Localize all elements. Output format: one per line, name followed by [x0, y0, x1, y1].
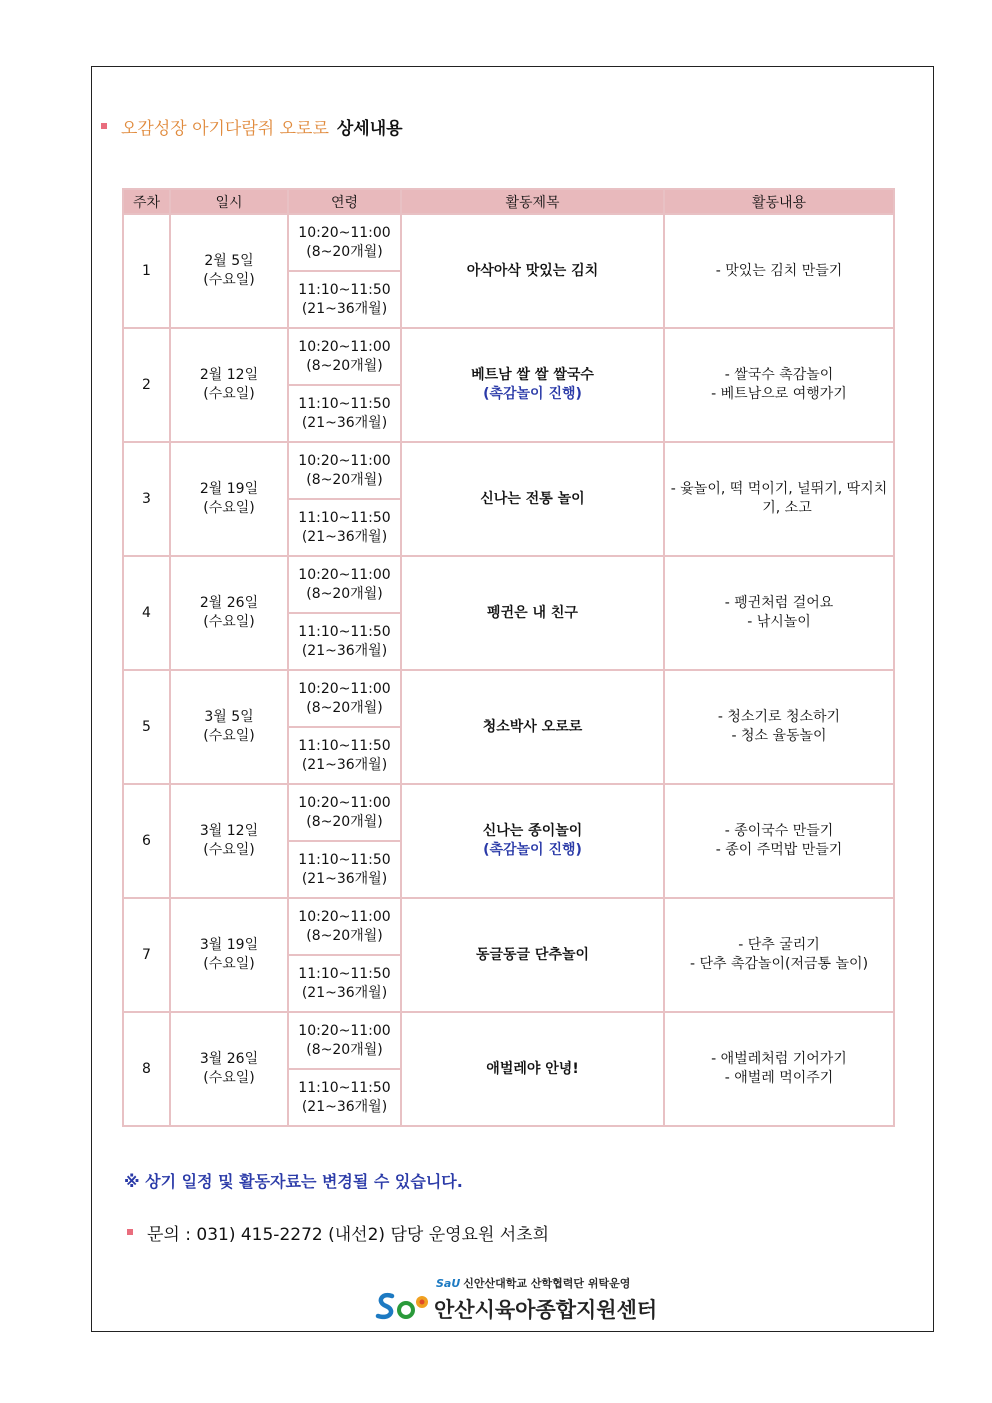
age-cell — [288, 442, 401, 499]
activity-item: - 애벌레 먹이주기 — [724, 1070, 834, 1086]
activity-item: - 애벌레처럼 기어가기 — [711, 1051, 847, 1067]
time-slot-2: 11:10~11:50 — [298, 509, 391, 526]
week-number: 8 — [142, 1060, 151, 1077]
table-row — [123, 898, 894, 955]
section-heading — [101, 113, 403, 139]
header-content: 활동내용 — [664, 189, 894, 214]
activity-item: - 베트남으로 여행가기 — [711, 386, 847, 402]
table-row — [123, 670, 894, 727]
age-cell — [288, 841, 401, 898]
date-text: 3월 12일 — [199, 823, 259, 839]
time-slot-2: 11:10~11:50 — [298, 623, 391, 640]
time-slot-1: 10:20~11:00 — [298, 794, 391, 811]
date-text: 2월 5일 — [204, 253, 254, 269]
time-slot-2: 11:10~11:50 — [298, 281, 391, 298]
activity-item: - 종이국수 만들기 — [724, 823, 834, 839]
table-row — [123, 442, 894, 499]
activity-item: - 낚시놀이 — [747, 614, 811, 630]
date-cell — [170, 670, 288, 784]
logo-center-name: 안산시육아종합지원센터 — [434, 1298, 658, 1322]
week-number: 7 — [142, 946, 151, 963]
activity-title: 아삭아삭 맛있는 김치 — [466, 262, 599, 279]
content-cell — [664, 442, 894, 556]
age-range-1: (8~20개월) — [306, 927, 383, 944]
date-cell — [170, 1012, 288, 1126]
date-text: 3월 19일 — [199, 937, 259, 953]
age-range-1: (8~20개월) — [306, 357, 383, 374]
activity-title: 펭귄은 내 친구 — [487, 604, 578, 621]
time-slot-1: 10:20~11:00 — [298, 224, 391, 241]
date-text: 3월 26일 — [199, 1051, 259, 1067]
bullet-square-icon — [101, 123, 107, 129]
title-cell — [401, 328, 664, 442]
content-cell — [664, 328, 894, 442]
day-text: (수요일) — [203, 500, 255, 516]
center-logo-icon — [374, 1288, 432, 1324]
age-range-1: (8~20개월) — [306, 813, 383, 830]
age-range-1: (8~20개월) — [306, 585, 383, 602]
table-row — [123, 1012, 894, 1069]
age-range-2: (21~36개월) — [301, 528, 388, 545]
week-number: 1 — [142, 262, 151, 279]
center-logo — [374, 1272, 664, 1328]
table-header-row — [123, 189, 894, 214]
week-number: 3 — [142, 490, 151, 507]
activity-title: 청소박사 오로로 — [482, 718, 583, 735]
time-slot-2: 11:10~11:50 — [298, 965, 391, 982]
activity-title: 신나는 전통 놀이 — [480, 490, 585, 507]
content-cell — [664, 898, 894, 1012]
activity-title: 애벌레야 안녕! — [486, 1060, 579, 1077]
date-text: 3월 5일 — [204, 709, 254, 725]
activity-item: - 청소 율동놀이 — [731, 728, 827, 744]
time-slot-1: 10:20~11:00 — [298, 566, 391, 583]
content-cell — [664, 670, 894, 784]
header-week: 주차 — [123, 189, 170, 214]
notice-text: ※ 상기 일정 및 활동자료는 변경될 수 있습니다. — [124, 1172, 463, 1191]
header-title: 활동제목 — [401, 189, 664, 214]
age-cell — [288, 499, 401, 556]
age-cell — [288, 784, 401, 841]
week-number: 6 — [142, 832, 151, 849]
age-range-2: (21~36개월) — [301, 642, 388, 659]
time-slot-1: 10:20~11:00 — [298, 1022, 391, 1039]
time-slot-2: 11:10~11:50 — [298, 1079, 391, 1096]
header-date: 일시 — [170, 189, 288, 214]
age-cell — [288, 898, 401, 955]
time-slot-2: 11:10~11:50 — [298, 737, 391, 754]
week-cell — [123, 898, 170, 1012]
age-range-1: (8~20개월) — [306, 699, 383, 716]
activity-item: - 펭귄처럼 걸어요 — [724, 595, 834, 611]
age-cell — [288, 328, 401, 385]
time-slot-1: 10:20~11:00 — [298, 908, 391, 925]
activity-item: - 단추 굴리기 — [738, 937, 820, 953]
age-range-1: (8~20개월) — [306, 471, 383, 488]
activity-item: - 청소기로 청소하기 — [717, 709, 841, 725]
title-cell — [401, 784, 664, 898]
heading-program-name: 오감성장 아기다람쥐 오로로 — [121, 118, 329, 139]
age-cell — [288, 613, 401, 670]
age-cell — [288, 556, 401, 613]
title-cell — [401, 214, 664, 328]
day-text: (수요일) — [203, 386, 255, 402]
activity-title: 베트남 쌀 쌀 쌀국수 — [471, 367, 594, 383]
time-slot-1: 10:20~11:00 — [298, 680, 391, 697]
title-cell — [401, 442, 664, 556]
age-cell — [288, 1069, 401, 1126]
age-cell — [288, 385, 401, 442]
week-number: 5 — [142, 718, 151, 735]
title-cell — [401, 670, 664, 784]
day-text: (수요일) — [203, 728, 255, 744]
age-range-2: (21~36개월) — [301, 1098, 388, 1115]
week-cell — [123, 1012, 170, 1126]
date-cell — [170, 784, 288, 898]
content-cell — [664, 1012, 894, 1126]
week-number: 2 — [142, 376, 151, 393]
activity-title: 신나는 종이놀이 — [482, 823, 583, 839]
age-range-2: (21~36개월) — [301, 300, 388, 317]
date-text: 2월 19일 — [199, 481, 259, 497]
day-text: (수요일) — [203, 272, 255, 288]
table-row — [123, 784, 894, 841]
activity-subtitle: (촉감놀이 진행) — [483, 842, 582, 858]
date-cell — [170, 898, 288, 1012]
week-cell — [123, 442, 170, 556]
activity-subtitle: (촉감놀이 진행) — [483, 386, 582, 402]
age-cell — [288, 1012, 401, 1069]
day-text: (수요일) — [203, 614, 255, 630]
title-cell — [401, 898, 664, 1012]
activity-item: - 맛있는 김치 만들기 — [715, 262, 843, 279]
age-range-2: (21~36개월) — [301, 756, 388, 773]
age-range-2: (21~36개월) — [301, 870, 388, 887]
contact-text: 문의 : 031) 415-2272 (내선2) 담당 운영요원 서초희 — [147, 1224, 550, 1245]
week-number: 4 — [142, 604, 151, 621]
date-cell — [170, 328, 288, 442]
table-row — [123, 556, 894, 613]
age-cell — [288, 955, 401, 1012]
content-cell — [664, 214, 894, 328]
activity-item: - 종이 주먹밥 만들기 — [715, 842, 843, 858]
week-cell — [123, 784, 170, 898]
week-cell — [123, 670, 170, 784]
header-age: 연령 — [288, 189, 401, 214]
time-slot-1: 10:20~11:00 — [298, 338, 391, 355]
date-cell — [170, 442, 288, 556]
time-slot-2: 11:10~11:50 — [298, 851, 391, 868]
date-cell — [170, 556, 288, 670]
title-cell — [401, 556, 664, 670]
time-slot-2: 11:10~11:50 — [298, 395, 391, 412]
age-cell — [288, 214, 401, 271]
table-row — [123, 214, 894, 271]
heading-detail-label: 상세내용 — [336, 118, 403, 139]
time-slot-1: 10:20~11:00 — [298, 452, 391, 469]
age-cell — [288, 271, 401, 328]
activity-title: 동글동글 단추놀이 — [475, 946, 590, 963]
activity-item: - 쌀국수 촉감놀이 — [724, 367, 834, 383]
age-range-1: (8~20개월) — [306, 1041, 383, 1058]
logo-subtitle — [436, 1275, 630, 1291]
schedule-table — [122, 188, 895, 1127]
bullet-square-icon — [127, 1229, 133, 1235]
content-cell — [664, 784, 894, 898]
contact-line — [127, 1220, 549, 1244]
content-cell — [664, 556, 894, 670]
age-range-1: (8~20개월) — [306, 243, 383, 260]
day-text: (수요일) — [203, 956, 255, 972]
week-cell — [123, 556, 170, 670]
day-text: (수요일) — [203, 1070, 255, 1086]
week-cell — [123, 328, 170, 442]
logo-brand: SaU — [436, 1277, 461, 1290]
date-text: 2월 26일 — [199, 595, 259, 611]
table-row — [123, 328, 894, 385]
week-cell — [123, 214, 170, 328]
title-cell — [401, 1012, 664, 1126]
age-cell — [288, 727, 401, 784]
day-text: (수요일) — [203, 842, 255, 858]
age-cell — [288, 670, 401, 727]
age-range-2: (21~36개월) — [301, 414, 388, 431]
logo-sub-text: 신안산대학교 산학협력단 위탁운영 — [463, 1277, 631, 1290]
activity-item: - 단추 촉감놀이(저금통 놀이) — [689, 956, 869, 972]
activity-item: - 윷놀이, 떡 먹이기, 널뛰기, 딱지치기, 소고 — [670, 481, 888, 516]
date-text: 2월 12일 — [199, 367, 259, 383]
date-cell — [170, 214, 288, 328]
age-range-2: (21~36개월) — [301, 984, 388, 1001]
